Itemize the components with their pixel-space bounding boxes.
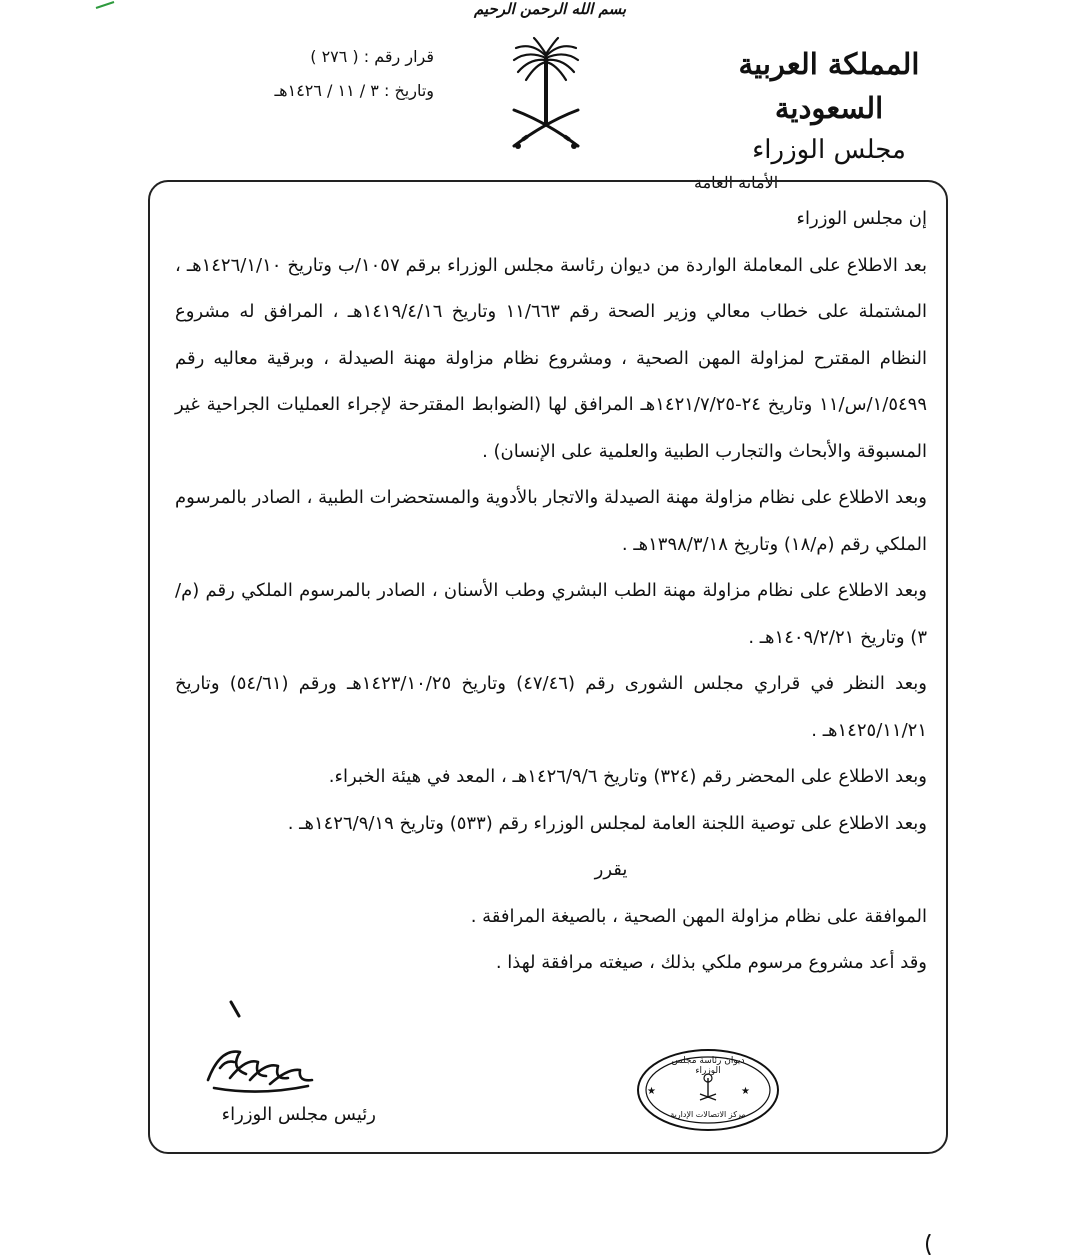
tick-mark-icon (229, 1000, 243, 1020)
corner-mark-icon (94, 0, 116, 10)
signatory-title: رئيس مجلس الوزراء (221, 1104, 376, 1125)
paragraph-recital: وبعد الاطلاع على توصية اللجنة العامة لمجلس الوزراء رقم (٥٣٣) وتاريخ ١٤٢٦/٩/١٩هـ . (287, 812, 927, 834)
edge-mark-icon (922, 1234, 934, 1255)
council-name: مجلس الوزراء (752, 135, 906, 165)
paragraph-recital: وبعد الاطلاع على نظام مزاولة مهنة الطب البشري وطب الأسنان ، الصادر بالمرسوم الملكي رقم (م/٣) وتاريخ ١٤٠٩/٢/٢١هـ . (175, 580, 927, 648)
paragraph-recital: وبعد الاطلاع على نظام مزاولة مهنة الصيدلة والاتجار بالأدوية والمستحضرات الطبية ، الصادر بالمرسوم الملكي رقم (م/١٨) وتاريخ ١٣٩٨/٣/١٨هـ . (175, 487, 927, 555)
basmala: بسم الله الرحمن الرحيم (473, 0, 627, 18)
stamp-bottom-text: مركز الاتصالات الإدارية (670, 1110, 746, 1119)
resolution-line: وقد أعد مشروع مرسوم ملكي بذلك ، صيغته مرافقة لهذا . (495, 952, 927, 973)
svg-text:★: ★ (647, 1086, 656, 1097)
decision-date: وتاريخ : ٣ / ١١ / ١٤٢٦هـ (274, 81, 434, 100)
opening-line: إن مجلس الوزراء (796, 208, 927, 229)
paragraph-recital: وبعد الاطلاع على المحضر رقم (٣٢٤) وتاريخ ١٤٢٦/٩/٦هـ ، المعد في هيئة الخبراء. (328, 766, 927, 787)
kingdom-name: المملكة العربية السعودية (738, 47, 920, 125)
svg-text:★: ★ (741, 1086, 750, 1097)
secretariat-name: الأمانة العامة (694, 173, 779, 192)
paragraph-recital: وبعد النظر في قراري مجلس الشورى رقم (٤٧/٤٦) وتاريخ ١٤٢٣/١٠/٢٥هـ ورقم (٥٤/٦١) وتاريخ ١٤٢٥/١١/٢١هـ . (175, 673, 927, 741)
decision-body (175, 196, 927, 987)
letterhead-left (194, 40, 434, 108)
handwritten-signature (200, 1038, 320, 1098)
stamp-top-text: ديوان رئاسة مجلس الوزراء (671, 1056, 745, 1076)
palm-swords-emblem-icon (508, 36, 584, 154)
letterhead-right (694, 42, 964, 196)
resolution-line: الموافقة على نظام مزاولة المهن الصحية ، بالصيغة المرافقة . (470, 905, 927, 927)
decision-number: قرار رقم : ( ٢٧٦ ) (310, 47, 434, 66)
paragraph-recital: بعد الاطلاع على المعاملة الواردة من ديوان رئاسة مجلس الوزراء برقم ١٠٥٧/ب وتاريخ ١٤٢٦/١/١٠هـ ، المشتملة على خطاب معالي وزير الصحة رقم ١١/٦٦٣ وتاريخ ١٤١٩/٤/١٦هـ ، المرافق له مشروع النظام المقترح لمزاولة المهن الصحية ، ومشروع نظام مزاولة مهنة الصيدلة ، وبرقية معاليه رقم ١/٥٤٩٩/س/١١ وتاريخ ٢٤-١٤٢١/٧/٢٥هـ المرافق لها (الضوابط المقترحة لإجراء العمليات الجراحية غير المسبوقة والأبحاث والتجارب الطبية والعلمية على الإنسان) . (175, 254, 928, 462)
decides-heading: يقرر (594, 859, 628, 880)
